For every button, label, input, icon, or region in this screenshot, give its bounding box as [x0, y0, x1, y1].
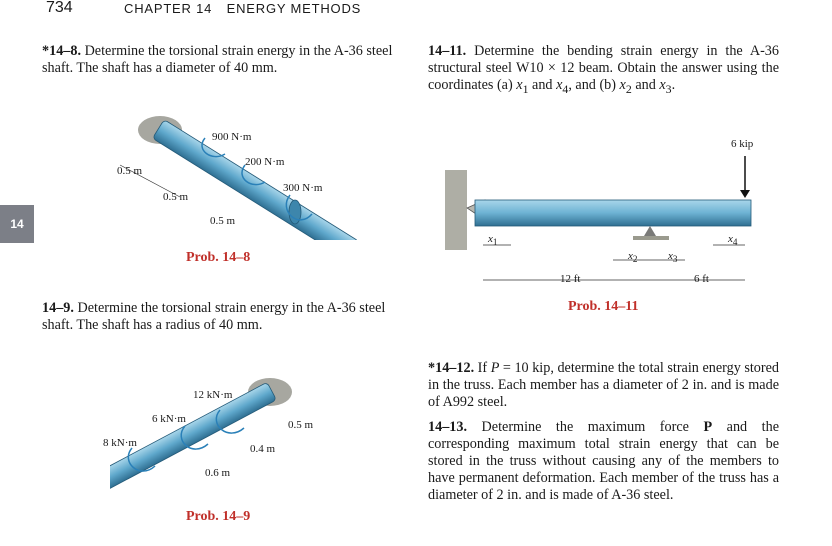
- problem-text-b: and the corresponding maximum total strain energy that can be stored in the truss without causing any of the members to have permanent deformation. Each member of the truss has a diameter of 2 in. and is made of A-36 steel.: [428, 419, 779, 503]
- chapter-number: CHAPTER 14: [124, 1, 213, 16]
- problem-text: Determine the torsional strain energy in the A-36 steel shaft. The shaft has a diameter of 40 mm.: [42, 43, 393, 76]
- load-arrowhead: [740, 190, 750, 198]
- beam-body: [475, 200, 751, 226]
- coord-x1-sub: 1: [522, 81, 529, 96]
- label-300: 300 N·m: [283, 182, 323, 194]
- label-len-a: 0.5 m: [288, 419, 314, 431]
- coord-x4: x: [556, 77, 563, 93]
- coord-x3-sub: 3: [665, 81, 672, 96]
- label-len-c: 0.6 m: [205, 467, 231, 479]
- label-len-c: 0.5 m: [210, 215, 236, 227]
- chapter-side-tab: 14: [0, 205, 34, 243]
- problem-14-13: [428, 419, 779, 504]
- coord-x2-sub: 2: [625, 81, 632, 96]
- label-200: 200 N·m: [245, 156, 285, 168]
- label-x1: [488, 233, 497, 247]
- label-load: 6 kip: [731, 138, 754, 150]
- label-x3: [668, 250, 677, 264]
- coord-x4: x: [728, 233, 733, 245]
- coord-x1: x: [488, 233, 493, 245]
- variable-p: P: [490, 360, 500, 376]
- problem-number: 14–11.: [428, 43, 467, 59]
- label-span-left: 12 ft: [560, 273, 581, 285]
- coord-x3: x: [668, 250, 673, 262]
- coord-x1-sub: 1: [492, 237, 498, 248]
- label-12: 12 kN·m: [193, 389, 233, 401]
- figure-14-11-beam: [445, 150, 775, 300]
- label-len-a: 0.5 m: [117, 165, 143, 177]
- shaft-body: [152, 120, 359, 240]
- coord-x3: x: [659, 77, 666, 93]
- problem-text: Determine the torsional strain energy in the A-36 steel shaft. The shaft has a radius of 40 mm.: [42, 300, 386, 333]
- problem-number: 14–13.: [428, 419, 468, 435]
- coord-x1: x: [516, 77, 523, 93]
- chapter-title: ENERGY METHODS: [226, 1, 362, 16]
- problem-number: *14–12.: [428, 360, 475, 376]
- caption-14-9: Prob. 14–9: [186, 509, 251, 524]
- coord-x2: x: [619, 77, 626, 93]
- text-and-2: and: [631, 77, 660, 93]
- coord-x4-sub: 4: [562, 81, 569, 96]
- roller-support: [644, 226, 656, 236]
- label-8: 8 kN·m: [103, 437, 137, 449]
- page-number: 734: [46, 0, 73, 16]
- coord-x3-sub: 3: [672, 254, 678, 265]
- wall: [445, 170, 467, 250]
- problem-text-a: If: [477, 360, 491, 376]
- chapter-heading: [124, 1, 361, 16]
- caption-14-11: Prob. 14–11: [568, 299, 639, 314]
- problem-14-9: [42, 300, 394, 334]
- label-x2: [628, 250, 637, 264]
- problem-14-12: [428, 360, 779, 411]
- label-len-b: 0.4 m: [250, 443, 276, 455]
- text-and-b: , and (b): [568, 77, 620, 93]
- roller-ground: [633, 236, 669, 240]
- label-6: 6 kN·m: [152, 413, 186, 425]
- coord-x2-sub: 2: [632, 254, 638, 265]
- problem-number: *14–8.: [42, 43, 82, 59]
- caption-14-8: Prob. 14–8: [186, 250, 251, 265]
- coord-x2: x: [628, 250, 633, 262]
- problem-text-a: Determine the maximum force: [481, 419, 704, 435]
- problem-text-b: = 10 kip, determine the total strain energy stored in the truss. Each member has a diameter of 2 in. and is made of A992 steel.: [428, 360, 780, 410]
- coord-x4-sub: 4: [732, 237, 738, 248]
- label-900: 900 N·m: [212, 131, 252, 143]
- variable-p-bold: P: [703, 419, 713, 435]
- problem-number: 14–9.: [42, 300, 74, 316]
- label-span-right: 6 ft: [694, 273, 709, 285]
- problem-14-11: [428, 43, 779, 98]
- text-and: and: [528, 77, 557, 93]
- label-x4: [728, 233, 737, 247]
- label-len-b: 0.5 m: [163, 191, 189, 203]
- problem-14-8: [42, 43, 394, 77]
- text-end: .: [671, 77, 676, 93]
- problem-text: Determine the bending strain energy in the A-36 structural steel W10 × 12 beam. Obtain the answer using the coordinates (a): [428, 43, 779, 93]
